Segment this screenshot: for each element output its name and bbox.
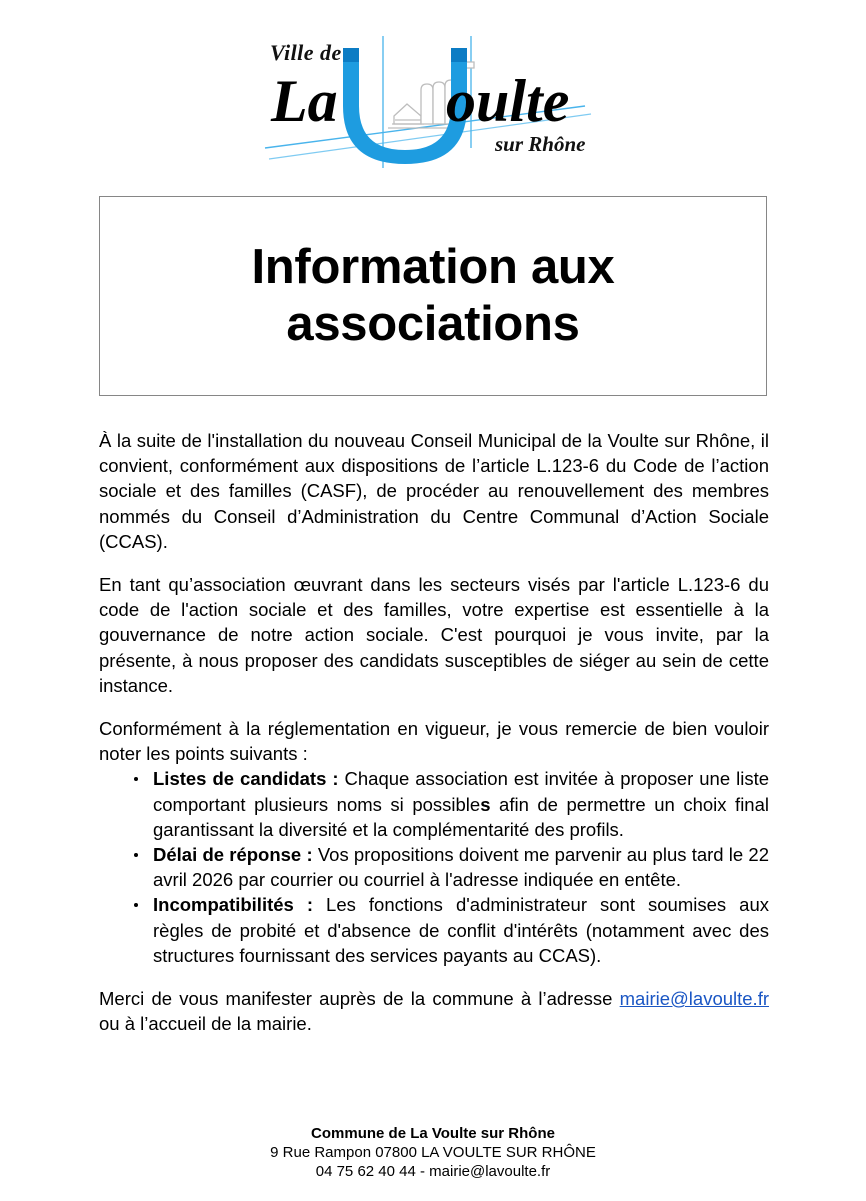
logo-v-shade-right [451, 48, 467, 62]
footer-contact: 04 75 62 40 44 - mairie@lavoulte.fr [315, 1163, 551, 1180]
bullet-text-candidats-a: Chaque association est invitée à proposer une liste comportant plusieurs noms si possible [153, 768, 769, 815]
bullet-text-candidats-b: afin de permettre un choix final garantissant la diversité et la complémentarité des profils. [153, 793, 769, 840]
title-box [99, 196, 767, 396]
closing-text-before: Merci de vous manifester auprès de la commune à l’adresse [99, 988, 620, 1010]
footer-address: 9 Rue Rampon 07800 LA VOULTE SUR RHÔNE [270, 1144, 596, 1161]
bullet-label-delai: Délai de réponse : [153, 844, 313, 866]
logo-ville-de-text: Ville de [270, 40, 342, 65]
bullet-text-candidats-bold-s: s [480, 793, 491, 815]
list-item [153, 892, 769, 968]
paragraph-expertise: En tant qu’association œuvrant dans les secteurs visés par l'article L.123-6 du code de l'action sociale et des familles, votre expertise est essentielle à la gouvernance de notre action sociale. C'est pourquoi je vous invite, par la présente, à nous proposer des candidats susceptibles de siéger au sein de cette instance. [99, 574, 769, 696]
footer-commune-name: Commune de La Voulte sur Rhône [311, 1125, 555, 1142]
closing-text-after: ou à l’accueil de la mairie. [99, 1013, 312, 1035]
points-list [99, 766, 769, 968]
email-link[interactable]: mairie@lavoulte.fr [619, 988, 769, 1010]
bullet-text-delai: Vos propositions doivent me parvenir au plus tard le 22 avril 2026 par courrier ou courriel à l'adresse indiquée en entête. [153, 844, 769, 891]
document-footer [0, 1124, 866, 1181]
document-body [99, 428, 769, 1054]
city-logo [255, 28, 615, 173]
logo-sur-rhone-text: sur Rhône [495, 132, 586, 156]
bullet-label-incompatibilites: Incompatibilités : [153, 894, 314, 916]
logo-oulte-text: oulte [446, 68, 570, 134]
logo-la-text: La [271, 68, 338, 134]
paragraph-closing [99, 986, 769, 1036]
document-header [0, 0, 866, 180]
bullet-text-incompatibilites: Les fonctions d'administrateur sont soumises aux règles de probité et d'absence de conflit d'intérêts (notamment avec des structures fournissant des services payants au CCAS). [153, 894, 769, 966]
paragraph-intro: À la suite de l'installation du nouveau Conseil Municipal de la Voulte sur Rhône, il convient, conformément aux dispositions de l’article L.123-6 du Code de l’action sociale et des familles (CASF), de procéder au renouvellement des membres nommés du Conseil d’Administration du Centre Communal d’Action Sociale (CCAS). [99, 430, 769, 552]
bullet-label-candidats: Listes de candidats : [153, 768, 339, 790]
list-item [153, 842, 769, 892]
paragraph-points-lead: Conformément à la réglementation en vigueur, je vous remercie de bien vouloir noter les points suivants : [99, 718, 769, 765]
logo-v-shade-left [343, 48, 359, 62]
page-title: Information aux associations [251, 240, 615, 351]
list-item [153, 766, 769, 842]
